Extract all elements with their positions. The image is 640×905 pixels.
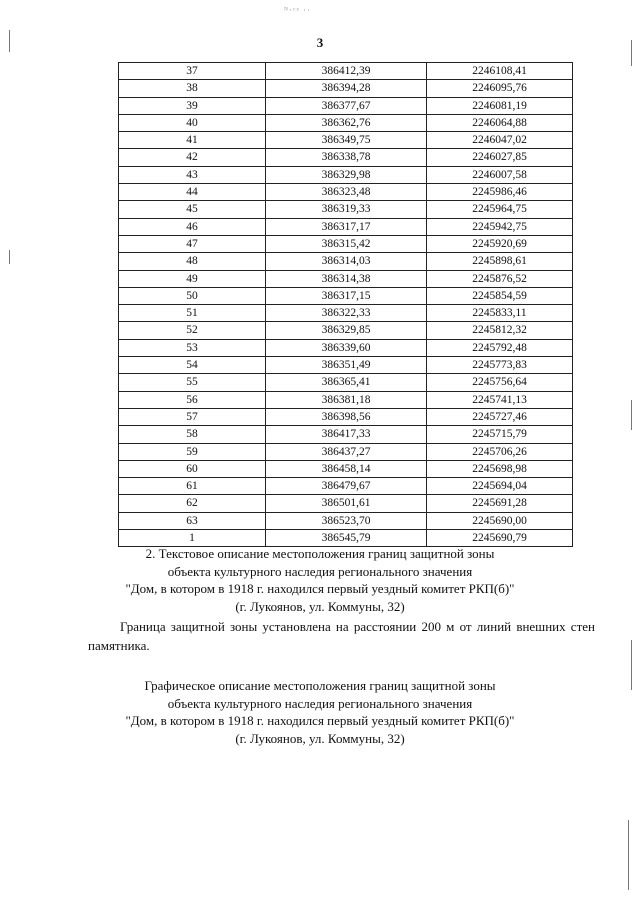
point-number-cell: 56 xyxy=(119,391,266,408)
point-number-cell: 43 xyxy=(119,166,266,183)
table-row xyxy=(119,201,573,218)
y-coordinate-cell: 2245792,48 xyxy=(427,339,573,356)
text-description-section xyxy=(0,545,640,615)
table-row xyxy=(119,63,573,80)
x-coordinate-cell: 386412,39 xyxy=(266,63,427,80)
point-number-cell: 48 xyxy=(119,253,266,270)
y-coordinate-cell: 2245756,64 xyxy=(427,374,573,391)
point-number-cell: 45 xyxy=(119,201,266,218)
y-coordinate-cell: 2245727,46 xyxy=(427,408,573,425)
point-number-cell: 42 xyxy=(119,149,266,166)
x-coordinate-cell: 386362,76 xyxy=(266,114,427,131)
x-coordinate-cell: 386394,28 xyxy=(266,80,427,97)
table-row xyxy=(119,253,573,270)
table-row xyxy=(119,80,573,97)
y-coordinate-cell: 2246047,02 xyxy=(427,132,573,149)
section-heading-line: объекта культурного наследия регионального значения xyxy=(167,563,473,579)
table-row xyxy=(119,460,573,477)
y-coordinate-cell: 2245690,00 xyxy=(427,512,573,529)
x-coordinate-cell: 386523,70 xyxy=(266,512,427,529)
x-coordinate-cell: 386417,33 xyxy=(266,426,427,443)
x-coordinate-cell: 386315,42 xyxy=(266,235,427,252)
table-row xyxy=(119,287,573,304)
x-coordinate-cell: 386317,17 xyxy=(266,218,427,235)
point-number-cell: 63 xyxy=(119,512,266,529)
point-number-cell: 54 xyxy=(119,357,266,374)
point-number-cell: 61 xyxy=(119,478,266,495)
coordinates-table-body xyxy=(119,63,573,547)
y-coordinate-cell: 2245690,79 xyxy=(427,530,573,547)
point-number-cell: 60 xyxy=(119,460,266,477)
point-number-cell: 53 xyxy=(119,339,266,356)
table-row xyxy=(119,218,573,235)
y-coordinate-cell: 2245698,98 xyxy=(427,460,573,477)
x-coordinate-cell: 386323,48 xyxy=(266,184,427,201)
table-row xyxy=(119,305,573,322)
table-row xyxy=(119,426,573,443)
point-number-cell: 49 xyxy=(119,270,266,287)
x-coordinate-cell: 386365,41 xyxy=(266,374,427,391)
x-coordinate-cell: 386329,98 xyxy=(266,166,427,183)
table-row xyxy=(119,443,573,460)
y-coordinate-cell: 2245812,32 xyxy=(427,322,573,339)
y-coordinate-cell: 2245898,61 xyxy=(427,253,573,270)
point-number-cell: 50 xyxy=(119,287,266,304)
page-number: 3 xyxy=(316,35,324,50)
table-row xyxy=(119,114,573,131)
x-coordinate-cell: 386314,03 xyxy=(266,253,427,270)
table-row xyxy=(119,184,573,201)
graphic-description-section xyxy=(0,677,640,747)
y-coordinate-cell: 2246108,41 xyxy=(427,63,573,80)
boundary-paragraph: Граница защитной зоны установлена на расстоянии 200 м от линий внешних стен памятника. xyxy=(88,619,595,653)
y-coordinate-cell: 2245691,28 xyxy=(427,495,573,512)
table-row xyxy=(119,374,573,391)
y-coordinate-cell: 2245854,59 xyxy=(427,287,573,304)
y-coordinate-cell: 2245876,52 xyxy=(427,270,573,287)
table-row xyxy=(119,408,573,425)
point-number-cell: 59 xyxy=(119,443,266,460)
point-number-cell: 37 xyxy=(119,63,266,80)
table-row xyxy=(119,166,573,183)
x-coordinate-cell: 386319,33 xyxy=(266,201,427,218)
table-row xyxy=(119,495,573,512)
x-coordinate-cell: 386545,79 xyxy=(266,530,427,547)
scan-edge-right xyxy=(631,40,632,66)
x-coordinate-cell: 386479,67 xyxy=(266,478,427,495)
section-heading-line: (г. Лукоянов, ул. Коммуны, 32) xyxy=(235,730,405,746)
x-coordinate-cell: 386314,38 xyxy=(266,270,427,287)
scan-edge-left xyxy=(9,30,10,52)
point-number-cell: 52 xyxy=(119,322,266,339)
point-number-cell: 1 xyxy=(119,530,266,547)
y-coordinate-cell: 2246064,88 xyxy=(427,114,573,131)
scan-edge-left xyxy=(9,250,10,264)
x-coordinate-cell: 386381,18 xyxy=(266,391,427,408)
section-heading-line: Графическое описание местоположения границ защитной зоны xyxy=(144,678,496,693)
point-number-cell: 41 xyxy=(119,132,266,149)
table-row xyxy=(119,132,573,149)
section-heading-line: "Дом, в котором в 1918 г. находился первый уездный комитет РКП(б)" xyxy=(125,713,515,728)
table-row xyxy=(119,270,573,287)
table-row xyxy=(119,478,573,495)
x-coordinate-cell: 386377,67 xyxy=(266,97,427,114)
y-coordinate-cell: 2246007,58 xyxy=(427,166,573,183)
point-number-cell: 44 xyxy=(119,184,266,201)
y-coordinate-cell: 2245694,04 xyxy=(427,478,573,495)
table-row xyxy=(119,339,573,356)
point-number-cell: 62 xyxy=(119,495,266,512)
y-coordinate-cell: 2245706,26 xyxy=(427,443,573,460)
coordinates-table xyxy=(118,62,573,547)
section-heading-line: (г. Лукоянов, ул. Коммуны, 32) xyxy=(235,598,405,614)
table-row xyxy=(119,391,573,408)
point-number-cell: 47 xyxy=(119,235,266,252)
y-coordinate-cell: 2245773,83 xyxy=(427,357,573,374)
x-coordinate-cell: 386329,85 xyxy=(266,322,427,339)
y-coordinate-cell: 2245942,75 xyxy=(427,218,573,235)
point-number-cell: 55 xyxy=(119,374,266,391)
scan-edge-right xyxy=(631,400,632,430)
point-number-cell: 40 xyxy=(119,114,266,131)
scan-edge-right xyxy=(628,820,629,890)
point-number-cell: 57 xyxy=(119,408,266,425)
table-row xyxy=(119,512,573,529)
table-row xyxy=(119,357,573,374)
point-number-cell: 51 xyxy=(119,305,266,322)
x-coordinate-cell: 386349,75 xyxy=(266,132,427,149)
table-row xyxy=(119,97,573,114)
y-coordinate-cell: 2245833,11 xyxy=(427,305,573,322)
x-coordinate-cell: 386398,56 xyxy=(266,408,427,425)
y-coordinate-cell: 2245715,79 xyxy=(427,426,573,443)
x-coordinate-cell: 386501,61 xyxy=(266,495,427,512)
x-coordinate-cell: 386458,14 xyxy=(266,460,427,477)
y-coordinate-cell: 2245964,75 xyxy=(427,201,573,218)
point-number-cell: 39 xyxy=(119,97,266,114)
section-heading-line: объекта культурного наследия регионального значения xyxy=(167,695,473,711)
table-row xyxy=(119,322,573,339)
y-coordinate-cell: 2245920,69 xyxy=(427,235,573,252)
x-coordinate-cell: 386437,27 xyxy=(266,443,427,460)
scan-mark: ᴺ·ᶜᶻ ·· xyxy=(284,5,312,15)
x-coordinate-cell: 386339,60 xyxy=(266,339,427,356)
table-row xyxy=(119,235,573,252)
table-row xyxy=(119,149,573,166)
point-number-cell: 46 xyxy=(119,218,266,235)
section-heading-line: "Дом, в котором в 1918 г. находился первый уездный комитет РКП(б)" xyxy=(125,581,515,596)
y-coordinate-cell: 2245986,46 xyxy=(427,184,573,201)
x-coordinate-cell: 386322,33 xyxy=(266,305,427,322)
y-coordinate-cell: 2246095,76 xyxy=(427,80,573,97)
x-coordinate-cell: 386338,78 xyxy=(266,149,427,166)
point-number-cell: 38 xyxy=(119,80,266,97)
x-coordinate-cell: 386317,15 xyxy=(266,287,427,304)
point-number-cell: 58 xyxy=(119,426,266,443)
y-coordinate-cell: 2246081,19 xyxy=(427,97,573,114)
section-heading-line: 2. Текстовое описание местоположения границ защитной зоны xyxy=(145,546,495,561)
y-coordinate-cell: 2245741,13 xyxy=(427,391,573,408)
x-coordinate-cell: 386351,49 xyxy=(266,357,427,374)
y-coordinate-cell: 2246027,85 xyxy=(427,149,573,166)
